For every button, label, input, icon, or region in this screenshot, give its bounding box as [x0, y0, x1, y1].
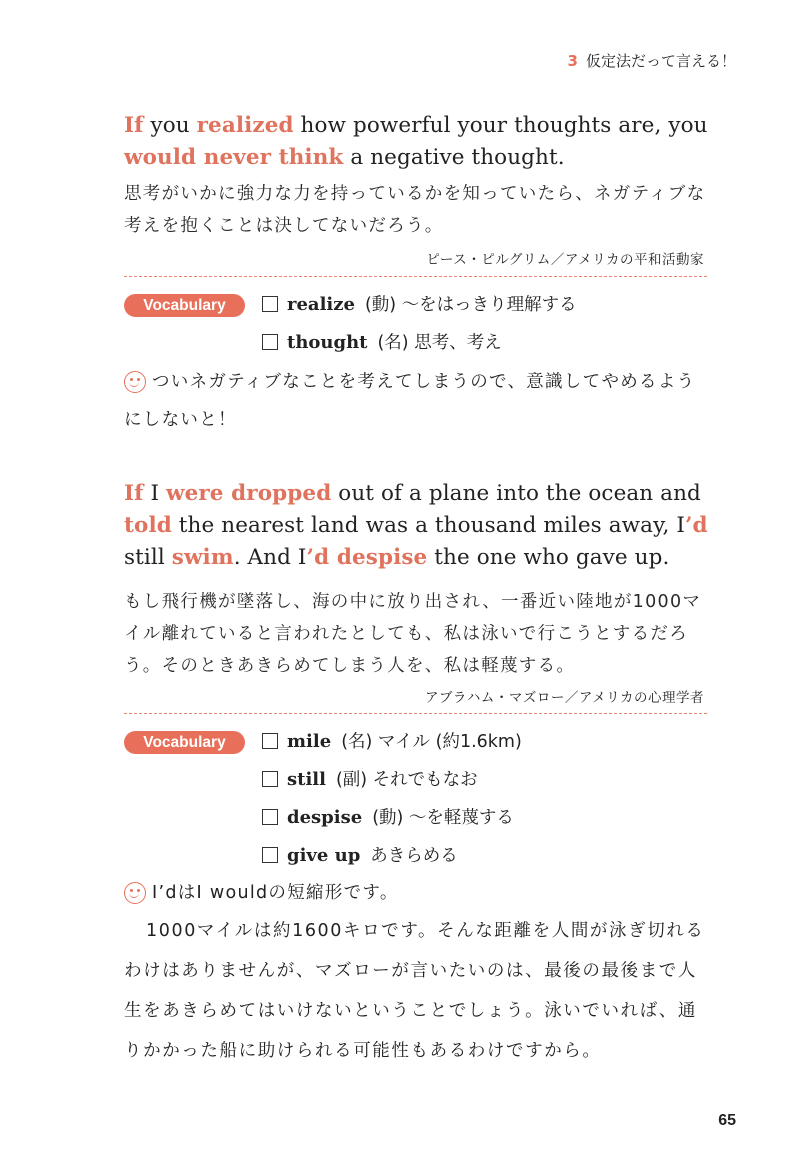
vocab-term: thought — [287, 332, 368, 353]
vocab-definition: あきらめる — [370, 846, 458, 866]
quote2-english — [124, 478, 714, 574]
chapter-title: 仮定法だって言える！ — [585, 52, 736, 70]
vocab-definition: (動) ～を軽蔑する — [372, 808, 514, 828]
vocab-term: despise — [287, 807, 363, 828]
quote2-source: アブラハム・マズロー／アメリカの心理学者 — [424, 690, 704, 706]
checkbox-icon[interactable] — [262, 771, 278, 787]
quote-text: you — [143, 113, 197, 138]
highlighted-phrase: would never think — [124, 145, 344, 170]
highlighted-phrase: ’d despise — [306, 545, 428, 570]
highlighted-phrase: If — [124, 113, 144, 138]
chapter-header — [568, 50, 736, 71]
quote-text: how powerful your thoughts are, you — [293, 113, 708, 138]
checkbox-icon[interactable] — [262, 809, 278, 825]
body-paragraph — [124, 911, 710, 1071]
quote-text: still — [124, 545, 172, 570]
commentary-text: ついネガティブなことを考えてしまうので、意識してやめるようにしないと！ — [124, 372, 696, 430]
highlighted-phrase: If — [124, 481, 144, 506]
checkbox-icon[interactable] — [262, 847, 278, 863]
vocabulary-badge: Vocabulary — [124, 294, 245, 317]
checkbox-icon[interactable] — [262, 296, 278, 312]
quote-text: a negative thought. — [343, 145, 565, 170]
vocab-definition: (副) それでもなお — [335, 770, 478, 790]
divider — [124, 713, 707, 714]
highlighted-phrase: ’d — [684, 513, 708, 538]
vocab-definition: (動) ～をはっきり理解する — [364, 295, 577, 315]
quote-text: the nearest land was a thousand miles away, I — [171, 513, 685, 538]
vocab-item — [262, 806, 514, 830]
vocab-definition: (名) マイル (約1.6km) — [341, 732, 522, 752]
quote2-japanese: もし飛行機が墜落し、海の中に放り出され、一番近い陸地が1000マイル離れていると言われたとしても、私は泳いで行こうとするだろう。そのときあきらめてしまう人を、私は軽蔑する。 — [124, 592, 702, 676]
vocab-item — [262, 768, 478, 792]
vocab-term: still — [287, 769, 326, 790]
vocab-item — [262, 730, 522, 754]
vocab-item — [262, 293, 577, 317]
checkbox-icon[interactable] — [262, 733, 278, 749]
vocab-item — [262, 331, 502, 355]
quote-text: out of a plane into the ocean and — [331, 481, 701, 506]
quote-text: . And I — [233, 545, 307, 570]
commentary-text: I’dはI wouldの短縮形です。 — [152, 883, 399, 903]
vocab-term: mile — [287, 731, 332, 752]
vocab-term: realize — [287, 294, 355, 315]
vocab-item — [262, 844, 458, 868]
commentary-note — [124, 363, 712, 439]
quote1-japanese: 思考がいかに強力な力を持っているかを知っていたら、ネガティブな考えを抱くことは決してないだろう。 — [124, 184, 706, 236]
checkbox-icon[interactable] — [262, 334, 278, 350]
quote1-source: ピース・ピルグリム／アメリカの平和活動家 — [426, 252, 704, 268]
chapter-number: 3 — [567, 52, 578, 70]
highlighted-phrase: swim — [171, 545, 234, 570]
vocab-term: give up — [287, 845, 361, 866]
highlighted-phrase: were dropped — [165, 481, 332, 506]
vocabulary-badge: Vocabulary — [124, 731, 245, 754]
highlighted-phrase: realized — [196, 113, 294, 138]
page-number: 65 — [718, 1112, 736, 1129]
body-text: 1000マイルは約1600キロです。そんな距離を人間が泳ぎ切れるわけはありませんが、マズローが言いたいのは、最後の最後まで人生をあきらめてはいけないということでしょう。泳いでいれば、通りかかった船に助けられる可能性もあるわけですから。 — [124, 921, 705, 1061]
quote-text: the one who gave up. — [427, 545, 670, 570]
quote-text: I — [143, 481, 166, 506]
divider — [124, 276, 707, 277]
highlighted-phrase: told — [124, 513, 172, 538]
quote1-english — [124, 110, 714, 174]
vocab-definition: (名) 思考、考え — [377, 333, 502, 353]
commentary-note — [124, 874, 712, 912]
